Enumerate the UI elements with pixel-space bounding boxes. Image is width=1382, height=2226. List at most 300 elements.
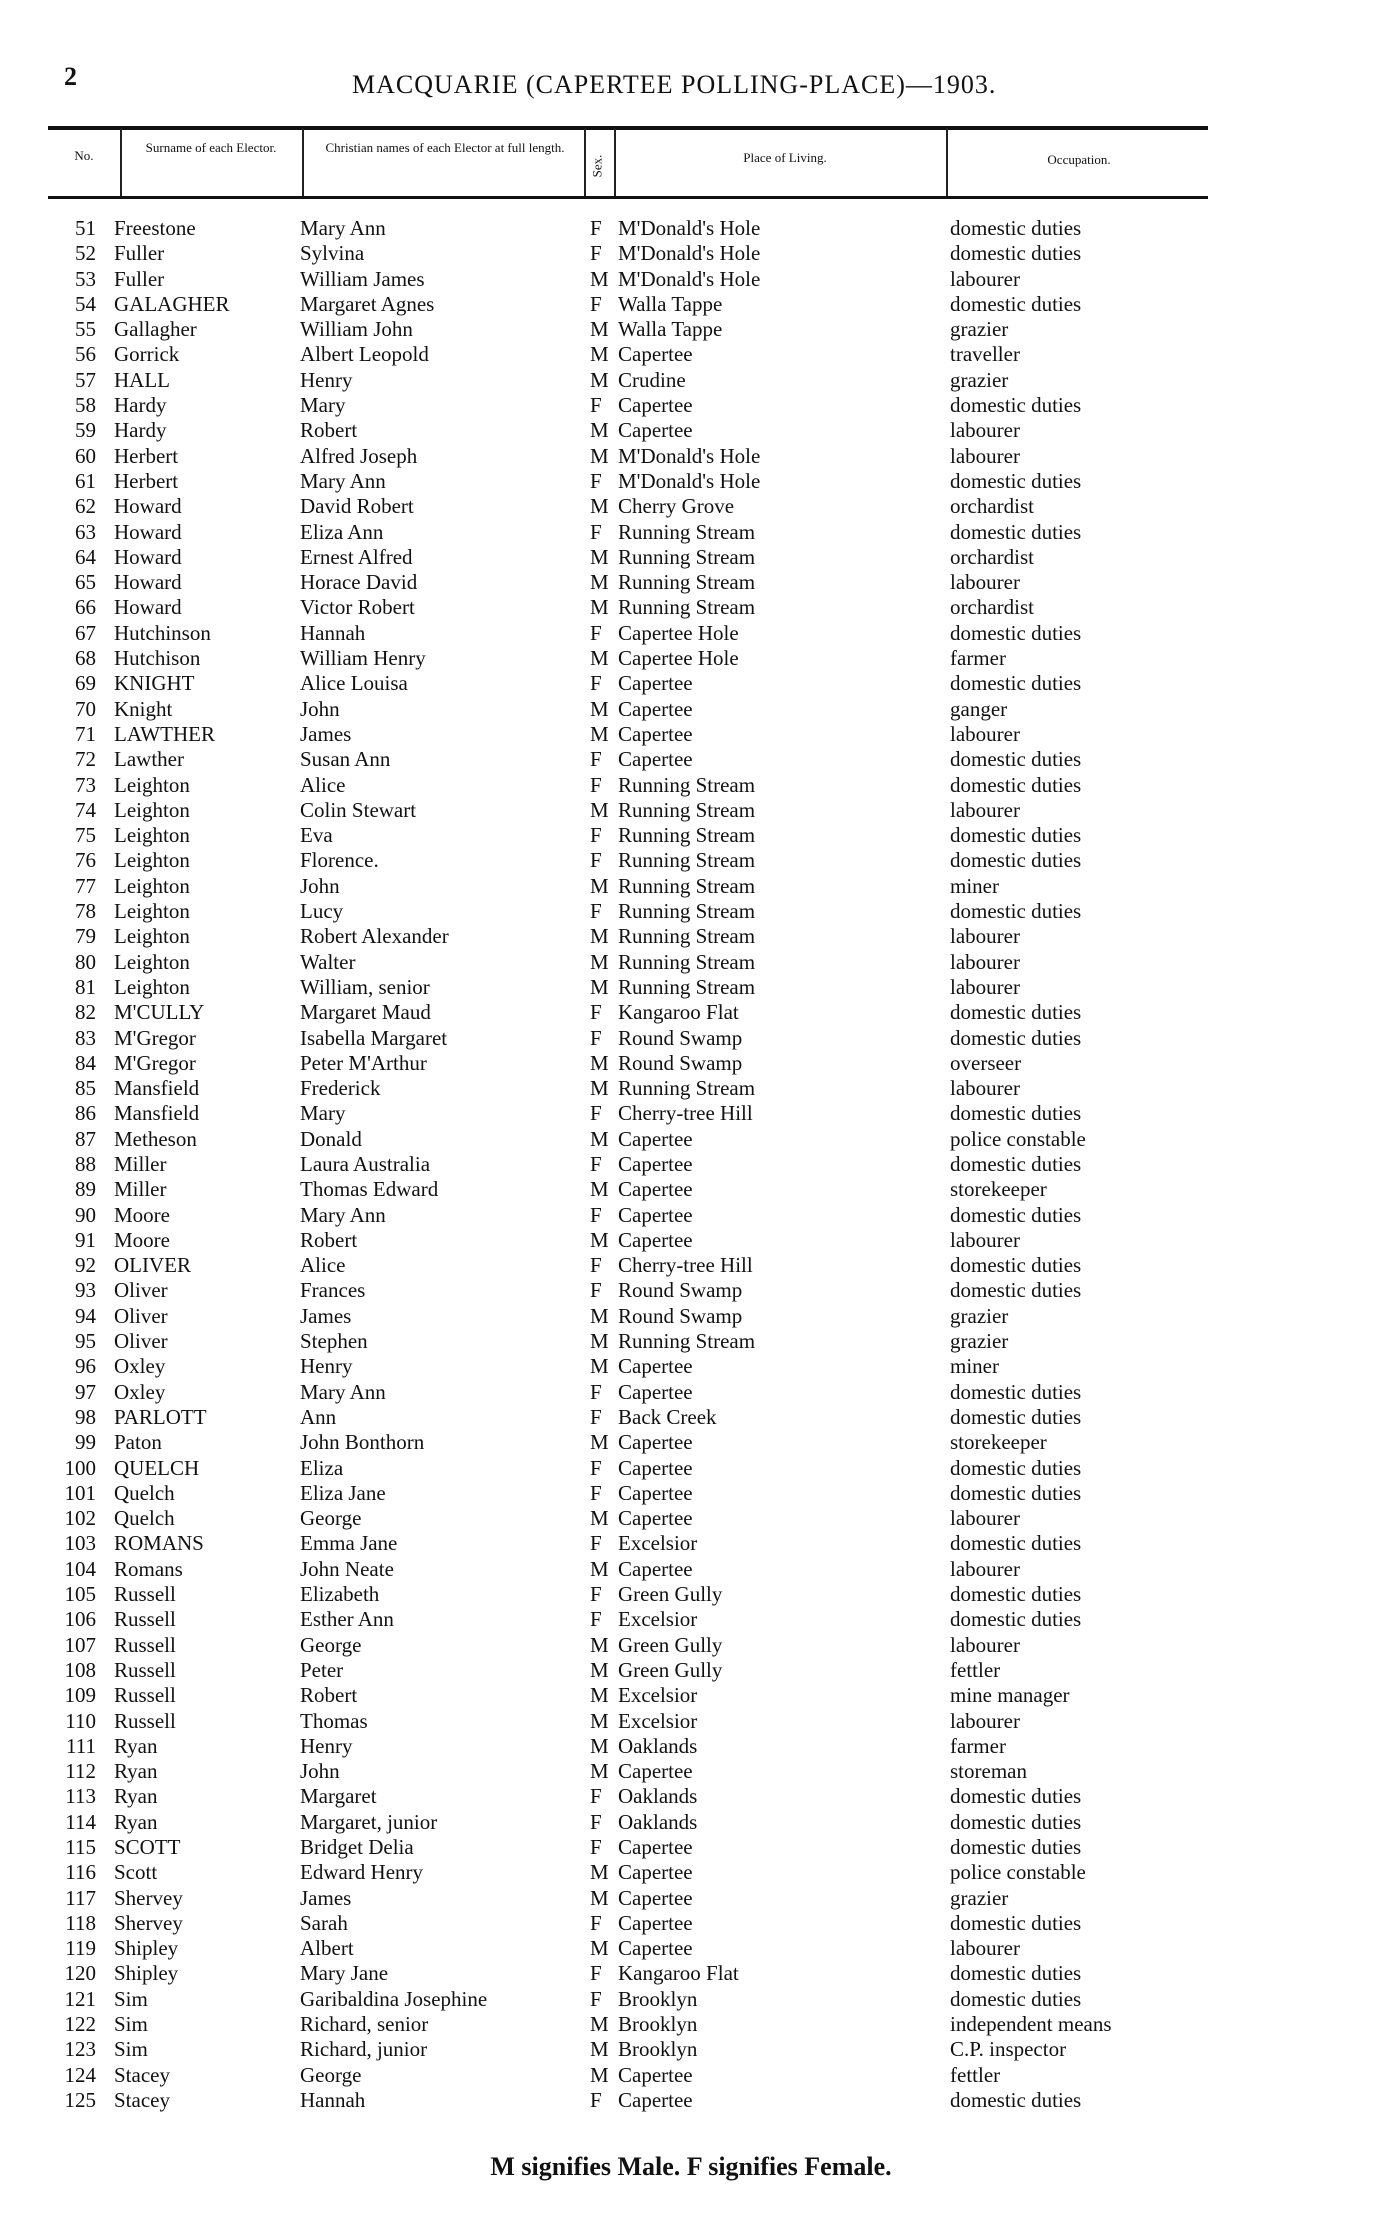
elector-surname: ROMANS — [114, 1531, 204, 1556]
elector-place-of-living: Capertee Hole — [618, 620, 739, 645]
elector-surname: Leighton — [114, 974, 190, 999]
elector-sex: F — [590, 1101, 602, 1126]
elector-surname: Herbert — [114, 443, 179, 468]
elector-surname: Hardy — [114, 393, 167, 418]
elector-christian-names: Mary — [300, 1101, 346, 1126]
elector-surname: Lawther — [114, 747, 184, 772]
elector-surname: Ryan — [114, 1809, 158, 1834]
elector-surname: Russell — [114, 1657, 176, 1682]
elector-christian-names: Henry — [300, 1733, 353, 1758]
elector-surname: QUELCH — [114, 1455, 200, 1480]
elector-occupation: labourer — [950, 570, 1020, 595]
elector-occupation: fettler — [950, 2062, 1001, 2087]
elector-sex: M — [590, 317, 609, 342]
elector-sex: M — [590, 2037, 609, 2062]
elector-christian-names: Alfred Joseph — [300, 443, 418, 468]
elector-number: 118 — [65, 1910, 96, 1935]
elector-place-of-living: Walla Tappe — [618, 291, 723, 316]
column-header-sex-label: Sex. — [589, 154, 605, 178]
elector-christian-names: Donald — [300, 1126, 362, 1151]
table-row — [0, 1734, 1382, 1759]
elector-number: 73 — [75, 772, 96, 797]
elector-christian-names: Peter M'Arthur — [300, 1050, 427, 1075]
elector-number: 102 — [64, 1506, 96, 1531]
elector-sex: F — [590, 1784, 602, 1809]
table-row — [0, 1582, 1382, 1607]
elector-number: 67 — [75, 620, 96, 645]
elector-number: 107 — [64, 1632, 96, 1657]
elector-surname: Oxley — [114, 1379, 166, 1404]
elector-place-of-living: Capertee Hole — [618, 646, 739, 671]
elector-number: 59 — [75, 418, 96, 443]
elector-place-of-living: Running Stream — [618, 1329, 756, 1354]
elector-surname: Russell — [114, 1582, 176, 1607]
elector-number: 58 — [75, 393, 96, 418]
elector-christian-names: Thomas Edward — [300, 1177, 439, 1202]
elector-number: 124 — [64, 2062, 96, 2087]
elector-number: 91 — [75, 1227, 96, 1252]
elector-place-of-living: Excelsior — [618, 1708, 698, 1733]
table-row — [0, 975, 1382, 1000]
elector-christian-names: Margaret — [300, 1784, 377, 1809]
elector-place-of-living: Oaklands — [618, 1784, 698, 1809]
elector-place-of-living: Cherry-tree Hill — [618, 1101, 753, 1126]
elector-surname: M'CULLY — [114, 1000, 205, 1025]
elector-sex: M — [590, 1657, 609, 1682]
elector-number: 123 — [64, 2037, 96, 2062]
elector-surname: Leighton — [114, 797, 190, 822]
elector-occupation: independent means — [950, 2012, 1112, 2037]
elector-occupation: domestic duties — [950, 1784, 1082, 1809]
elector-sex: F — [590, 1253, 602, 1278]
elector-number: 92 — [75, 1253, 96, 1278]
table-row — [0, 342, 1382, 367]
elector-number: 68 — [75, 646, 96, 671]
elector-surname: Leighton — [114, 924, 190, 949]
elector-sex: F — [590, 1480, 602, 1505]
elector-number: 72 — [75, 747, 96, 772]
elector-surname: Shervey — [114, 1885, 183, 1910]
elector-occupation: domestic duties — [950, 1910, 1082, 1935]
header-divider — [302, 128, 304, 196]
elector-surname: Russell — [114, 1607, 176, 1632]
elector-place-of-living: Kangaroo Flat — [618, 1000, 739, 1025]
elector-place-of-living: Capertee — [618, 1936, 693, 1961]
elector-surname: Miller — [114, 1151, 167, 1176]
elector-christian-names: George — [300, 1506, 362, 1531]
elector-place-of-living: Capertee — [618, 342, 693, 367]
table-row — [0, 1506, 1382, 1531]
elector-sex: M — [590, 2012, 609, 2037]
table-row — [0, 697, 1382, 722]
elector-number: 115 — [65, 1835, 96, 1859]
elector-sex: F — [590, 1202, 602, 1227]
elector-christian-names: Margaret Maud — [300, 1000, 431, 1025]
elector-place-of-living: Capertee — [618, 1177, 693, 1202]
table-row — [0, 1304, 1382, 1329]
elector-christian-names: Stephen — [300, 1329, 368, 1354]
elector-sex: M — [590, 570, 609, 595]
elector-place-of-living: Running Stream — [618, 899, 756, 924]
elector-christian-names: Robert — [300, 1227, 358, 1252]
elector-place-of-living: Cherry-tree Hill — [618, 1253, 753, 1278]
elector-occupation: miner — [950, 1354, 999, 1379]
elector-christian-names: Sarah — [300, 1910, 348, 1935]
column-header-sex — [586, 140, 608, 190]
elector-number: 84 — [75, 1050, 96, 1075]
elector-surname: Hardy — [114, 418, 167, 443]
elector-sex: M — [590, 1506, 609, 1531]
elector-occupation: domestic duties — [950, 1531, 1082, 1556]
elector-occupation: domestic duties — [950, 1202, 1082, 1227]
elector-sex: F — [590, 216, 602, 240]
elector-surname: Shipley — [114, 1936, 179, 1961]
table-row — [0, 1253, 1382, 1278]
elector-sex: M — [590, 1556, 609, 1581]
column-header-surname: Surname of each Elector. — [145, 140, 277, 155]
elector-number: 81 — [75, 974, 96, 999]
table-row — [0, 216, 1382, 241]
elector-place-of-living: M'Donald's Hole — [618, 266, 761, 291]
elector-christian-names: James — [300, 1885, 352, 1910]
elector-occupation: domestic duties — [950, 1278, 1082, 1303]
elector-christian-names: George — [300, 1632, 362, 1657]
elector-christian-names: Mary Ann — [300, 1379, 386, 1404]
elector-occupation: labourer — [950, 1227, 1020, 1252]
table-row — [0, 798, 1382, 823]
elector-christian-names: Laura Australia — [300, 1151, 431, 1176]
table-row — [0, 950, 1382, 975]
elector-sex: M — [590, 1733, 609, 1758]
elector-sex: F — [590, 1961, 602, 1986]
elector-surname: Howard — [114, 519, 182, 544]
elector-occupation: labourer — [950, 1936, 1020, 1961]
elector-christian-names: William Henry — [300, 646, 426, 671]
elector-number: 83 — [75, 1025, 96, 1050]
elector-place-of-living: Round Swamp — [618, 1303, 743, 1328]
table-row — [0, 924, 1382, 949]
table-row — [0, 1203, 1382, 1228]
elector-number: 110 — [65, 1708, 96, 1733]
page-title: MACQUARIE (CAPERTEE POLLING-PLACE)—1903. — [352, 70, 997, 99]
elector-surname: Leighton — [114, 848, 190, 873]
elector-occupation: orchardist — [950, 595, 1034, 620]
elector-sex: M — [590, 1303, 609, 1328]
elector-christian-names: Alice Louisa — [300, 671, 408, 696]
elector-occupation: orchardist — [950, 494, 1034, 519]
elector-sex: M — [590, 494, 609, 519]
elector-place-of-living: Capertee — [618, 1759, 693, 1784]
elector-occupation: labourer — [950, 924, 1020, 949]
elector-christian-names: Walter — [300, 949, 356, 974]
elector-place-of-living: Capertee — [618, 1835, 693, 1859]
elector-sex: F — [590, 823, 602, 848]
elector-surname: Freestone — [114, 216, 196, 240]
table-row — [0, 469, 1382, 494]
elector-place-of-living: Running Stream — [618, 1076, 756, 1101]
elector-sex: F — [590, 1809, 602, 1834]
column-header-christian: Christian names of each Elector at full length. — [325, 140, 565, 155]
elector-christian-names: Henry — [300, 367, 353, 392]
elector-number: 101 — [64, 1480, 96, 1505]
elector-number: 121 — [64, 1986, 96, 2011]
elector-occupation: C.P. inspector — [950, 2037, 1067, 2062]
elector-christian-names: George — [300, 2062, 362, 2087]
elector-place-of-living: Capertee — [618, 721, 693, 746]
table-row — [0, 595, 1382, 620]
elector-sex: F — [590, 1607, 602, 1632]
elector-place-of-living: Capertee — [618, 1227, 693, 1252]
elector-occupation: labourer — [950, 797, 1020, 822]
elector-sex: F — [590, 2087, 602, 2112]
elector-surname: Quelch — [114, 1480, 175, 1505]
elector-number: 90 — [75, 1202, 96, 1227]
elector-christian-names: Henry — [300, 1354, 353, 1379]
elector-surname: Shervey — [114, 1910, 183, 1935]
elector-place-of-living: Capertee — [618, 2062, 693, 2087]
elector-occupation: labourer — [950, 418, 1020, 443]
elector-number: 70 — [75, 696, 96, 721]
elector-christian-names: Peter — [300, 1657, 344, 1682]
elector-sex: M — [590, 1708, 609, 1733]
elector-sex: M — [590, 367, 609, 392]
elector-surname: Quelch — [114, 1506, 175, 1531]
elector-christian-names: Albert Leopold — [300, 342, 429, 367]
elector-place-of-living: Capertee — [618, 696, 693, 721]
elector-place-of-living: Capertee — [618, 747, 693, 772]
elector-occupation: storekeeper — [950, 1177, 1047, 1202]
elector-number: 114 — [65, 1809, 96, 1834]
elector-christian-names: Albert — [300, 1936, 354, 1961]
elector-christian-names: Mary Ann — [300, 468, 386, 493]
elector-number: 80 — [75, 949, 96, 974]
elector-christian-names: Florence. — [300, 848, 379, 873]
elector-occupation: domestic duties — [950, 468, 1082, 493]
elector-sex: M — [590, 1329, 609, 1354]
elector-christian-names: John Neate — [300, 1556, 394, 1581]
elector-christian-names: Isabella Margaret — [300, 1025, 448, 1050]
elector-number: 54 — [75, 291, 96, 316]
elector-christian-names: Frederick — [300, 1076, 381, 1101]
elector-place-of-living: Round Swamp — [618, 1278, 743, 1303]
elector-christian-names: Richard, senior — [300, 2012, 429, 2037]
table-row — [0, 2012, 1382, 2037]
elector-surname: Leighton — [114, 949, 190, 974]
elector-occupation: storekeeper — [950, 1430, 1047, 1455]
elector-occupation: grazier — [950, 1885, 1009, 1910]
elector-surname: Romans — [114, 1556, 183, 1581]
elector-number: 112 — [65, 1759, 96, 1784]
elector-christian-names: Mary Ann — [300, 216, 386, 240]
elector-sex: M — [590, 1632, 609, 1657]
elector-occupation: domestic duties — [950, 393, 1082, 418]
elector-place-of-living: Excelsior — [618, 1683, 698, 1708]
elector-sex: M — [590, 873, 609, 898]
elector-surname: M'Gregor — [114, 1025, 196, 1050]
elector-christian-names: Eliza — [300, 1455, 344, 1480]
elector-sex: F — [590, 1835, 602, 1859]
elector-sex: M — [590, 544, 609, 569]
table-row — [0, 241, 1382, 266]
elector-surname: Oxley — [114, 1354, 166, 1379]
elector-surname: Moore — [114, 1202, 170, 1227]
elector-number: 111 — [66, 1733, 96, 1758]
elector-number: 76 — [75, 848, 96, 873]
elector-sex: F — [590, 241, 602, 266]
table-row — [0, 418, 1382, 443]
elector-number: 65 — [75, 570, 96, 595]
table-row — [0, 1481, 1382, 1506]
elector-number: 56 — [75, 342, 96, 367]
elector-number: 98 — [75, 1404, 96, 1429]
table-row — [0, 1810, 1382, 1835]
electoral-roll-table — [0, 216, 1382, 2113]
elector-occupation: domestic duties — [950, 1101, 1082, 1126]
elector-number: 62 — [75, 494, 96, 519]
elector-place-of-living: Capertee — [618, 1506, 693, 1531]
elector-occupation: grazier — [950, 1329, 1009, 1354]
elector-occupation: domestic duties — [950, 2087, 1082, 2112]
elector-sex: F — [590, 468, 602, 493]
table-row — [0, 1101, 1382, 1126]
elector-place-of-living: Capertee — [618, 2087, 693, 2112]
header-top-rule — [48, 126, 1208, 130]
elector-christian-names: Victor Robert — [300, 595, 415, 620]
elector-sex: F — [590, 1278, 602, 1303]
elector-number: 82 — [75, 1000, 96, 1025]
elector-place-of-living: Brooklyn — [618, 2012, 698, 2037]
elector-sex: F — [590, 519, 602, 544]
elector-surname: Ryan — [114, 1784, 158, 1809]
elector-sex: M — [590, 2062, 609, 2087]
elector-christian-names: Garibaldina Josephine — [300, 1986, 488, 2011]
elector-place-of-living: M'Donald's Hole — [618, 241, 761, 266]
elector-number: 95 — [75, 1329, 96, 1354]
elector-occupation: labourer — [950, 721, 1020, 746]
elector-surname: HALL — [114, 367, 170, 392]
elector-surname: PARLOTT — [114, 1404, 207, 1429]
elector-number: 108 — [64, 1657, 96, 1682]
table-row — [0, 292, 1382, 317]
elector-surname: Howard — [114, 570, 182, 595]
table-row — [0, 1127, 1382, 1152]
elector-christian-names: Eva — [300, 823, 333, 848]
elector-place-of-living: Round Swamp — [618, 1050, 743, 1075]
elector-occupation: grazier — [950, 367, 1009, 392]
elector-sex: M — [590, 1860, 609, 1885]
elector-place-of-living: Capertee — [618, 1455, 693, 1480]
elector-surname: Paton — [114, 1430, 162, 1455]
elector-sex: F — [590, 1379, 602, 1404]
elector-surname: Leighton — [114, 772, 190, 797]
elector-occupation: farmer — [950, 646, 1006, 671]
table-row — [0, 393, 1382, 418]
elector-surname: Oliver — [114, 1329, 168, 1354]
elector-christian-names: Margaret Agnes — [300, 291, 435, 316]
elector-sex: M — [590, 1227, 609, 1252]
table-row — [0, 848, 1382, 873]
elector-occupation: domestic duties — [950, 747, 1082, 772]
elector-place-of-living: Capertee — [618, 671, 693, 696]
elector-occupation: domestic duties — [950, 291, 1082, 316]
elector-christian-names: Horace David — [300, 570, 418, 595]
elector-christian-names: Bridget Delia — [300, 1835, 414, 1859]
header-divider — [614, 128, 616, 196]
elector-occupation: domestic duties — [950, 1961, 1082, 1986]
elector-place-of-living: Capertee — [618, 1202, 693, 1227]
elector-occupation: domestic duties — [950, 1404, 1082, 1429]
elector-christian-names: William John — [300, 317, 413, 342]
elector-place-of-living: Capertee — [618, 1354, 693, 1379]
elector-surname: KNIGHT — [114, 671, 195, 696]
table-row — [0, 1557, 1382, 1582]
elector-occupation: domestic duties — [950, 848, 1082, 873]
elector-occupation: domestic duties — [950, 1455, 1082, 1480]
column-header-occupation: Occupation. — [1047, 152, 1111, 167]
elector-place-of-living: Excelsior — [618, 1607, 698, 1632]
elector-surname: Russell — [114, 1683, 176, 1708]
elector-occupation: domestic duties — [950, 1607, 1082, 1632]
elector-place-of-living: Capertee — [618, 1910, 693, 1935]
elector-surname: Oliver — [114, 1303, 168, 1328]
elector-number: 116 — [65, 1860, 96, 1885]
table-row — [0, 1380, 1382, 1405]
elector-occupation: police constable — [950, 1126, 1086, 1151]
elector-number: 113 — [65, 1784, 96, 1809]
table-row — [0, 520, 1382, 545]
elector-surname: Sim — [114, 2037, 148, 2062]
elector-sex: F — [590, 1455, 602, 1480]
table-row — [0, 722, 1382, 747]
elector-surname: Scott — [114, 1860, 158, 1885]
elector-surname: Oliver — [114, 1278, 168, 1303]
elector-number: 64 — [75, 544, 96, 569]
elector-occupation: domestic duties — [950, 1151, 1082, 1176]
elector-christian-names: Alice — [300, 1253, 346, 1278]
elector-occupation: domestic duties — [950, 1025, 1082, 1050]
table-row — [0, 368, 1382, 393]
elector-place-of-living: Running Stream — [618, 823, 756, 848]
elector-sex: F — [590, 1000, 602, 1025]
elector-sex: M — [590, 924, 609, 949]
elector-place-of-living: Running Stream — [618, 570, 756, 595]
table-row — [0, 1886, 1382, 1911]
elector-occupation: farmer — [950, 1733, 1006, 1758]
table-row — [0, 1405, 1382, 1430]
elector-occupation: labourer — [950, 443, 1020, 468]
elector-sex: F — [590, 1531, 602, 1556]
elector-sex: F — [590, 1582, 602, 1607]
elector-sex: F — [590, 848, 602, 873]
elector-number: 117 — [65, 1885, 96, 1910]
elector-place-of-living: Green Gully — [618, 1632, 723, 1657]
table-row — [0, 646, 1382, 671]
elector-surname: Stacey — [114, 2087, 170, 2112]
elector-place-of-living: M'Donald's Hole — [618, 216, 761, 240]
elector-sex: F — [590, 772, 602, 797]
table-row — [0, 494, 1382, 519]
elector-christian-names: Ann — [300, 1404, 337, 1429]
elector-sex: F — [590, 620, 602, 645]
elector-surname: OLIVER — [114, 1253, 191, 1278]
elector-place-of-living: Running Stream — [618, 595, 756, 620]
elector-occupation: domestic duties — [950, 1000, 1082, 1025]
table-row — [0, 2037, 1382, 2062]
elector-christian-names: Margaret, junior — [300, 1809, 438, 1834]
elector-number: 103 — [64, 1531, 96, 1556]
elector-christian-names: Hannah — [300, 2087, 366, 2112]
elector-place-of-living: Oaklands — [618, 1733, 698, 1758]
